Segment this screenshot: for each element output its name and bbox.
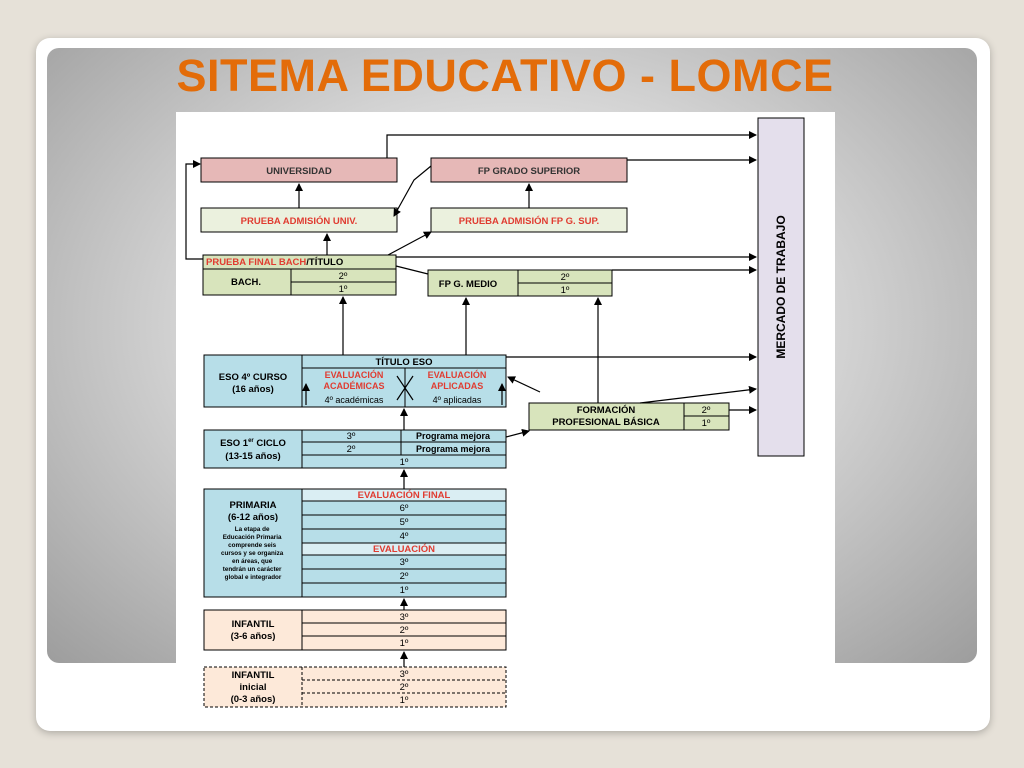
cuarto-aplicadas: 4º aplicadas [432,395,482,405]
eso1-year-3: 3º [346,431,356,442]
evaluacion-final-label: EVALUACIÓN FINAL [357,490,451,501]
primaria-year-2: 2º [399,571,409,582]
prueba-univ-label: PRUEBA ADMISIÓN UNIV. [240,216,358,227]
eval-aplicadas-2: APLICADAS [430,381,484,391]
infantil-year-1: 1º [399,638,409,649]
slide-title: SITEMA EDUCATIVO - LOMCE [176,50,834,101]
infantil-year-2: 2º [399,625,409,636]
fpb-label-2: PROFESIONAL BÁSICA [552,417,660,428]
eso4-label-2: (16 años) [232,384,274,395]
eval-aplicadas-1: EVALUACIÓN [427,370,487,380]
prueba-final-bach-label: PRUEBA FINAL BACH/TÍTULO [206,257,344,268]
mercado-label: MERCADO DE TRABAJO [774,215,788,359]
bach-label: BACH. [230,277,262,288]
infantil-year-3: 3º [399,612,409,623]
primaria-note: La etapa de Educación Primaria comprende seis cursos y se organiza en áreas, que tendrán un carácter global e integrador [220,526,284,581]
primaria-year-5: 5º [399,517,409,528]
infantil-inicial-year-3: 3º [399,669,409,680]
bach-year-1: 1º [338,284,348,295]
primaria-label-1: PRIMARIA [229,500,277,511]
bach-year-2: 2º [338,271,348,282]
infantil-inicial-label-3: (0-3 años) [230,694,276,705]
fp-medio-year-1: 1º [560,285,570,296]
primaria-year-4: 4º [399,531,409,542]
primaria-label-2: (6-12 años) [227,512,279,523]
fp-medio-label: FP G. MEDIO [438,279,498,290]
fpb-year-2: 2º [701,405,711,416]
eso1-label-1: ESO 1er CICLO [220,438,286,449]
infantil-label-2: (3-6 años) [230,631,276,642]
eval-academicas-1: EVALUACIÓN [324,370,384,380]
programa-mejora-2: Programa mejora [415,444,491,454]
fpb-year-1: 1º [701,418,711,429]
cuarto-academicas: 4º académicas [324,395,384,405]
eso1-label-2: (13-15 años) [225,451,281,462]
infantil-box [204,610,506,650]
primaria-year-3: 3º [399,557,409,568]
fp-superior-label: FP GRADO SUPERIOR [477,166,581,177]
eso1-year-1: 1º [399,457,409,468]
infantil-inicial-label-1: INFANTIL [231,670,275,681]
infantil-inicial-year-2: 2º [399,682,409,693]
fpb-label-1: FORMACIÓN [576,405,636,416]
programa-mejora-3: Programa mejora [415,431,491,441]
universidad-label: UNIVERSIDAD [266,166,332,177]
prueba-fp-label: PRUEBA ADMISIÓN FP G. SUP. [458,216,600,227]
primaria-year-1: 1º [399,585,409,596]
evaluacion-label: EVALUACIÓN [372,544,436,555]
infantil-inicial-year-1: 1º [399,695,409,706]
infantil-inicial-label-2: inicial [239,682,267,693]
fp-medio-year-2: 2º [560,272,570,283]
eso4-label-1: ESO 4º CURSO [218,372,288,383]
eval-academicas-2: ACADÉMICAS [323,381,385,391]
primaria-year-6: 6º [399,503,409,514]
titulo-eso-label: TÍTULO ESO [375,357,433,368]
infantil-label-1: INFANTIL [231,619,275,630]
eso1-year-2: 2º [346,444,356,455]
